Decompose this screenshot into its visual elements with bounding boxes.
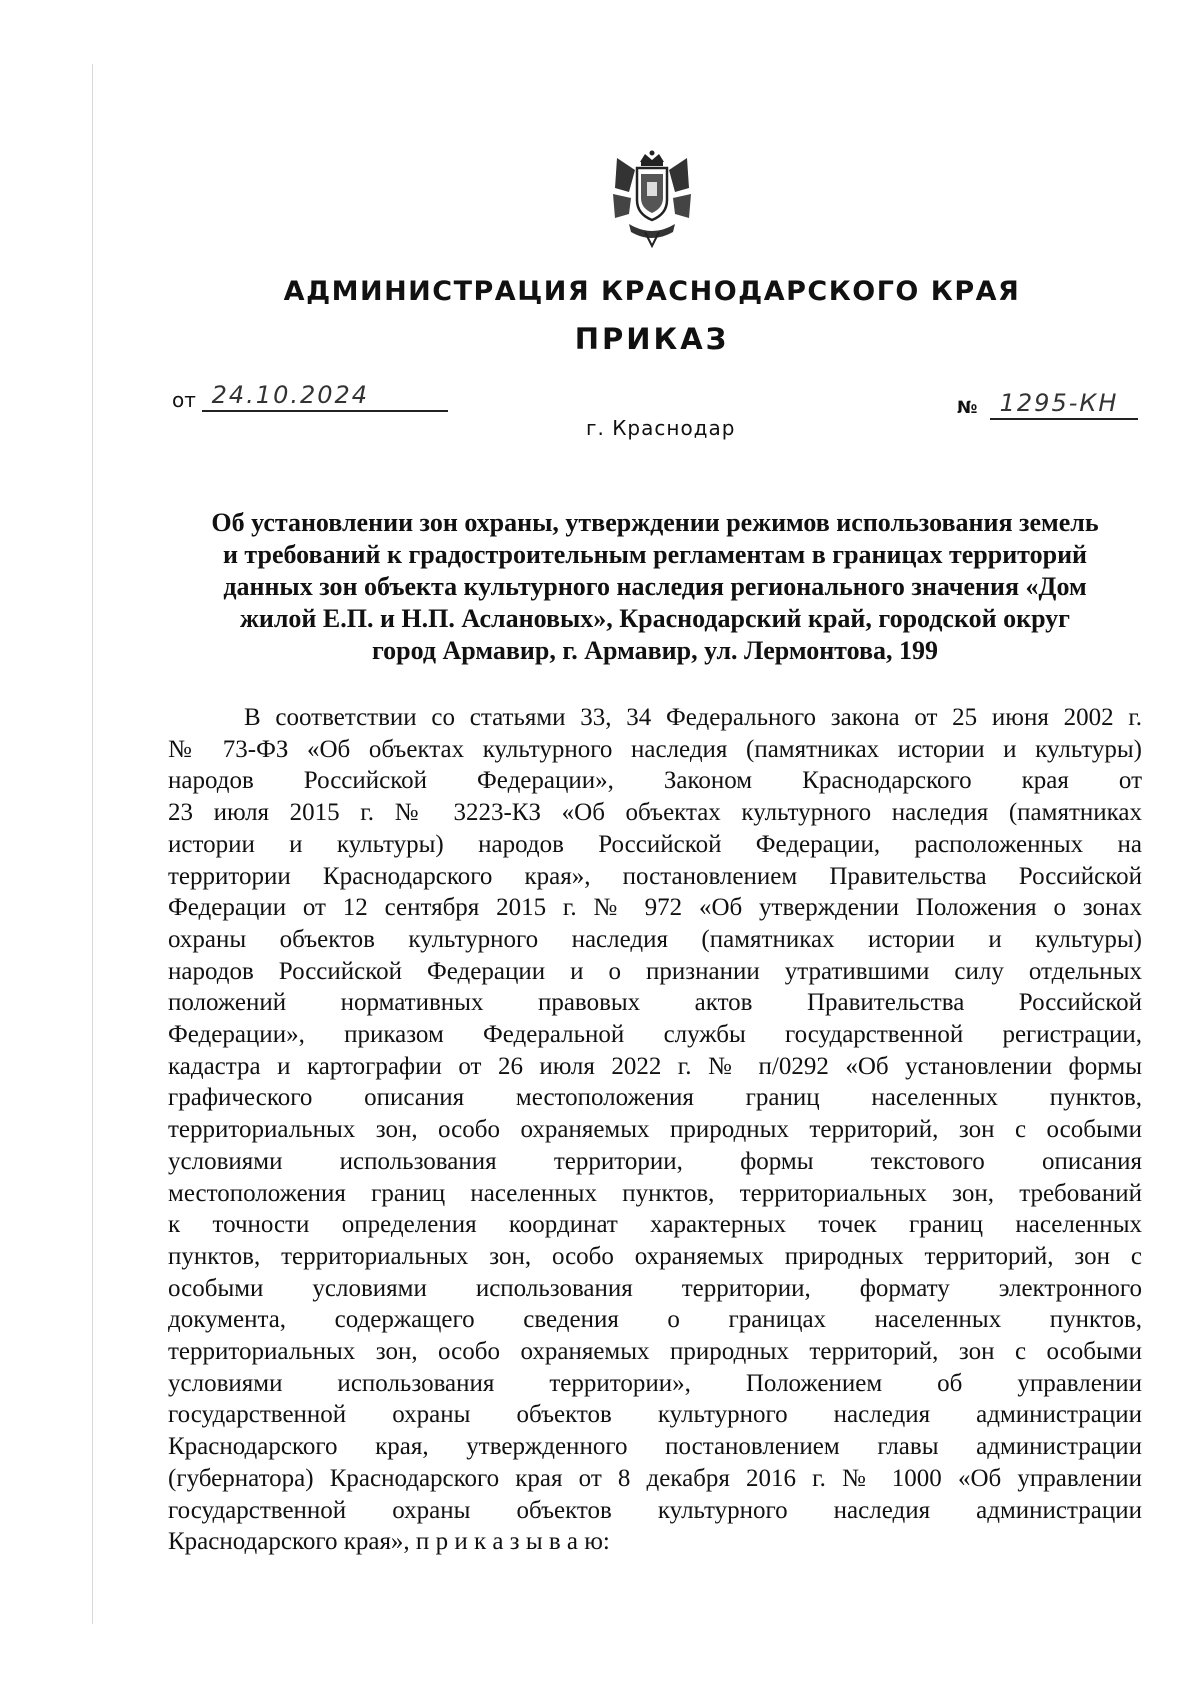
- body-line: пунктов, территориальных зон, особо охраняемых природных территорий, зон с: [168, 1242, 1142, 1270]
- body-line: государственной охраны объектов культурного наследия администрации: [168, 1496, 1142, 1524]
- date-label: от: [172, 388, 196, 412]
- body-line: Федерации», приказом Федеральной службы государственной регистрации,: [168, 1021, 1142, 1049]
- handwritten-number: [990, 388, 1138, 420]
- body-line: к точности определения координат характерных точек границ населенных: [168, 1211, 1142, 1239]
- body-line: Краснодарского края», п р и к а з ы в а ю:: [168, 1528, 610, 1556]
- body-line: 23 июля 2015 г. № 3223-КЗ «Об объектах культурного наследия (памятниках: [168, 799, 1142, 827]
- body-line: (губернатора) Краснодарского края от 8 декабря 2016 г. № 1000 «Об управлении: [168, 1464, 1142, 1492]
- krasnodar-coat-of-arms-icon: [607, 148, 697, 248]
- subject-line: и требований к градостроительным регламентам в границах территорий: [222, 540, 1088, 569]
- subject-line: жилой Е.П. и Н.П. Аслановых», Краснодарский край, городской округ: [239, 604, 1070, 633]
- body-line: народов Российской Федерации и о признании утратившими силу отдельных: [168, 957, 1142, 985]
- body-line: графического описания местоположения границ населенных пунктов,: [168, 1084, 1142, 1112]
- body-line: документа, содержащего сведения о границах населенных пунктов,: [168, 1306, 1142, 1334]
- document-type-title: ПРИКАЗ: [574, 322, 730, 356]
- body-line: территориальных зон, особо охраняемых природных территорий, зон с особыми: [168, 1338, 1142, 1366]
- subject-line: Об установлении зон охраны, утверждении режимов использования земель: [211, 508, 1099, 537]
- date-value: 24.10.2024: [211, 381, 370, 409]
- body-line: Федерации от 12 сентября 2015 г. № 972 «Об утверждении Положения о зонах: [168, 894, 1142, 922]
- body-line: особыми условиями использования территории, формату электронного: [168, 1274, 1142, 1302]
- body-line: охраны объектов культурного наследия (памятниках истории и культуры): [168, 925, 1142, 953]
- body-line: условиями использования территории», Положением об управлении: [168, 1369, 1142, 1397]
- body-line: истории и культуры) народов Российской Федерации, расположенных на: [168, 830, 1142, 858]
- body-line: территориальных зон, особо охраняемых природных территорий, зон с особыми: [168, 1116, 1142, 1144]
- body-line: Краснодарского края, утвержденного постановлением главы администрации: [168, 1433, 1142, 1461]
- subject-line: данных зон объекта культурного наследия регионального значения «Дом: [223, 572, 1087, 601]
- city-label: г. Краснодар: [586, 416, 736, 440]
- body-line: В соответствии со статьями 33, 34 Федерального закона от 25 июня 2002 г.: [244, 704, 1142, 731]
- number-label: №: [957, 398, 978, 418]
- handwritten-date: [202, 380, 448, 412]
- number-value: 1295-КН: [999, 389, 1119, 417]
- body-line: положений нормативных правовых актов Правительства Российской: [168, 989, 1142, 1017]
- body-line: местоположения границ населенных пунктов, территориальных зон, требований: [168, 1179, 1142, 1207]
- order-subject: [168, 507, 1142, 667]
- body-line: государственной охраны объектов культурного наследия администрации: [168, 1401, 1142, 1429]
- body-line: кадастра и картографии от 26 июля 2022 г. № п/0292 «Об установлении формы: [168, 1052, 1142, 1080]
- body-line: территории Краснодарского края», постановлением Правительства Российской: [168, 862, 1142, 890]
- order-body: [168, 702, 1142, 1558]
- organization-title: АДМИНИСТРАЦИЯ КРАСНОДАРСКОГО КРАЯ: [283, 276, 1021, 307]
- subject-line: город Армавир, г. Армавир, ул. Лермонтова, 199: [371, 636, 939, 665]
- body-line: народов Российской Федерации», Законом Краснодарского края от: [168, 767, 1142, 795]
- body-line: условиями использования территории, формы текстового описания: [168, 1147, 1142, 1175]
- body-line: № 73-ФЗ «Об объектах культурного наследия (памятниках истории и культуры): [168, 735, 1142, 763]
